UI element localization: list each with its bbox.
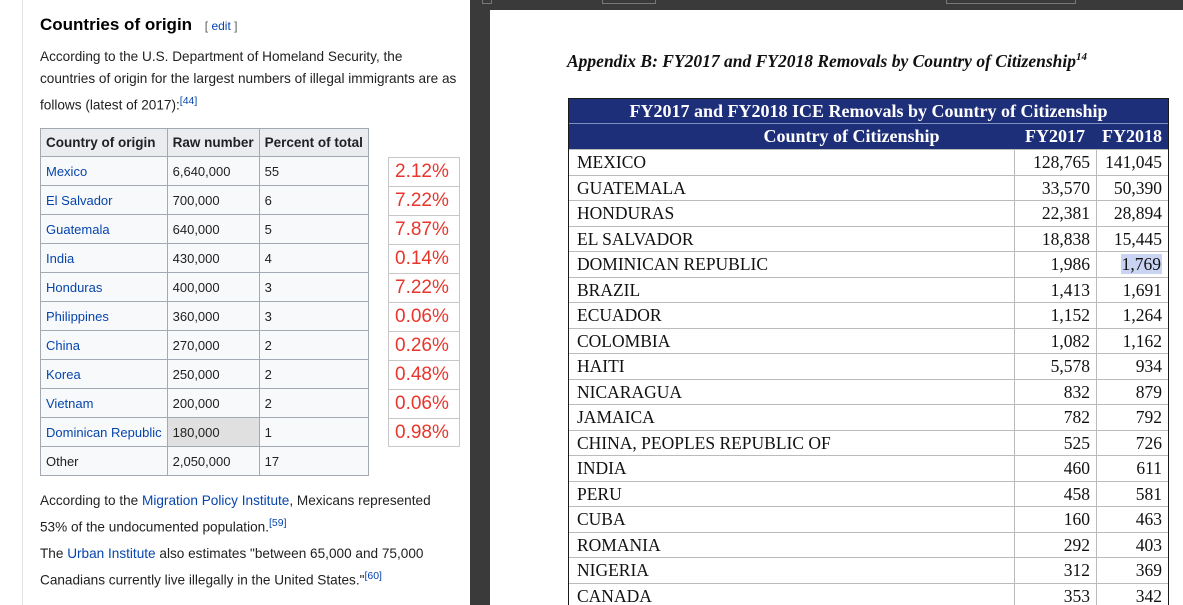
content-left-border <box>22 0 23 605</box>
country-cell: CANADA <box>577 585 652 605</box>
fy2018-cell: 28,894 <box>1096 201 1168 226</box>
table-row <box>569 532 1168 558</box>
red-percent-cell: 0.06% <box>388 302 460 331</box>
citation-44[interactable]: [44] <box>179 95 198 107</box>
table-row <box>41 360 369 389</box>
appendix-title: Appendix B: FY2017 and FY2018 Removals by Country of Citizenship$^{14}$ <box>567 51 1088 71</box>
fy2018-cell: 369 <box>1096 558 1168 583</box>
table-row <box>41 215 369 244</box>
urban-institute-paragraph: The Urban Institute also estimates "between 65,000 and 75,000 Canadians currently live illegally in the United States."[60] <box>40 546 424 588</box>
country-cell[interactable]: El Salvador <box>41 186 168 215</box>
country-cell: CHINA, PEOPLES REPUBLIC OF <box>577 432 831 453</box>
fy2018-cell: 463 <box>1096 507 1168 532</box>
country-cell: PERU <box>577 483 622 504</box>
edit-section: [ edit ] <box>204 19 238 33</box>
fy2017-cell: 22,381 <box>1014 201 1096 226</box>
percent-cell: 2 <box>259 389 368 418</box>
country-cell[interactable]: Vietnam <box>41 389 168 418</box>
table-row <box>569 226 1168 252</box>
table-title: FY2017 and FY2018 ICE Removals by Country of Citizenship <box>569 99 1168 124</box>
red-percent-cell: 0.48% <box>388 360 460 389</box>
wiki-article-pane <box>0 0 470 605</box>
fy2017-cell: 1,082 <box>1014 329 1096 354</box>
table-row <box>569 379 1168 405</box>
country-cell: DOMINICAN REPUBLIC <box>577 254 769 274</box>
table-row <box>569 455 1168 481</box>
table-row <box>41 273 369 302</box>
country-cell: EL SALVADOR <box>577 228 694 249</box>
fy2017-cell: 1,152 <box>1014 303 1096 328</box>
fy2018-cell: 403 <box>1096 533 1168 558</box>
table-row <box>569 302 1168 328</box>
migration-policy-link[interactable]: Migration Policy Institute <box>142 493 290 508</box>
country-cell: COLOMBIA <box>577 330 671 351</box>
fy2018-cell: 792 <box>1096 405 1168 430</box>
table-row <box>569 481 1168 507</box>
table-row <box>569 149 1168 175</box>
country-cell: GUATEMALA <box>577 177 686 198</box>
col-fy2018: FY2018 <box>1102 126 1162 146</box>
header-percent: Percent of total <box>259 129 368 157</box>
country-cell[interactable]: Honduras <box>41 273 168 302</box>
country-cell[interactable]: India <box>41 244 168 273</box>
table-row <box>569 328 1168 354</box>
table-row <box>569 404 1168 430</box>
raw-number-cell: 430,000 <box>167 244 259 273</box>
percent-cell: 1 <box>259 418 368 447</box>
fy2017-cell: 33,570 <box>1014 176 1096 201</box>
country-cell: INDIA <box>577 458 627 478</box>
percent-cell: 5 <box>259 215 368 244</box>
fy2018-cell: 15,445 <box>1096 227 1168 252</box>
country-cell: HONDURAS <box>577 203 675 223</box>
country-cell[interactable]: Korea <box>41 360 168 389</box>
table-row <box>41 157 369 186</box>
migration-paragraph: According to the Migration Policy Institute, Mexicans represented 53% of the undocumented population.[59] <box>40 493 431 535</box>
red-percent-cell: 7.87% <box>388 215 460 244</box>
country-cell: Other <box>41 447 168 476</box>
table-row <box>569 175 1168 201</box>
citation-59[interactable]: [59] <box>269 517 287 529</box>
red-percent-cell: 0.26% <box>388 331 460 360</box>
country-cell: ECUADOR <box>577 305 662 325</box>
table-row <box>41 331 369 360</box>
red-percent-cell: 0.98% <box>388 418 460 447</box>
fy2017-cell: 292 <box>1014 533 1096 558</box>
viewer-toolbar-strip <box>470 0 1183 10</box>
table-header <box>569 99 1168 149</box>
raw-number-cell: 250,000 <box>167 360 259 389</box>
raw-number-cell: 700,000 <box>167 186 259 215</box>
pdf-viewer <box>470 0 1183 605</box>
country-cell: NIGERIA <box>577 560 649 580</box>
col-fy2017: FY2017 <box>1025 126 1085 146</box>
toolbar-control[interactable] <box>482 0 492 4</box>
country-cell: JAMAICA <box>577 407 655 427</box>
raw-number-cell: 200,000 <box>167 389 259 418</box>
table-row <box>569 557 1168 583</box>
country-cell[interactable]: Guatemala <box>41 215 168 244</box>
red-percent-annotations <box>388 157 460 447</box>
percent-cell: 2 <box>259 331 368 360</box>
percent-cell: 6 <box>259 186 368 215</box>
table-row <box>569 506 1168 532</box>
table-row <box>41 447 369 476</box>
percent-cell: 4 <box>259 244 368 273</box>
fy2018-cell: 141,045 <box>1096 150 1168 175</box>
page-number-field[interactable] <box>602 0 656 4</box>
raw-number-cell: 270,000 <box>167 331 259 360</box>
fy2017-cell: 353 <box>1014 584 1096 605</box>
percent-cell: 55 <box>259 157 368 186</box>
search-field[interactable] <box>946 0 1076 4</box>
selected-text: 1,769 <box>1121 254 1161 274</box>
raw-number-cell: 6,640,000 <box>167 157 259 186</box>
fy2017-cell: 160 <box>1014 507 1096 532</box>
section-heading <box>40 15 237 35</box>
percent-cell: 3 <box>259 302 368 331</box>
fy2017-cell: 832 <box>1014 380 1096 405</box>
country-cell: BRAZIL <box>577 279 641 300</box>
red-percent-cell: 0.14% <box>388 244 460 273</box>
fy2018-cell: 611 <box>1096 456 1168 481</box>
country-cell: HAITI <box>577 356 625 376</box>
country-cell[interactable]: Philippines <box>41 302 168 331</box>
countries-of-origin-table <box>40 128 369 476</box>
fy2017-cell: 1,413 <box>1014 278 1096 303</box>
fy2017-cell: 18,838 <box>1014 227 1096 252</box>
fy2018-cell: 50,390 <box>1096 176 1168 201</box>
fy2018-cell <box>1096 252 1168 277</box>
table-row <box>569 430 1168 456</box>
fy2018-cell: 1,162 <box>1096 329 1168 354</box>
country-cell: CUBA <box>577 509 626 529</box>
percent-cell: 2 <box>259 360 368 389</box>
country-cell: NICARAGUA <box>577 381 682 402</box>
country-cell[interactable]: Dominican Republic <box>41 418 168 447</box>
fy2017-cell: 458 <box>1014 482 1096 507</box>
section-heading-text: Countries of origin <box>40 15 193 34</box>
raw-number-cell: 180,000 <box>167 418 259 447</box>
raw-number-cell: 640,000 <box>167 215 259 244</box>
table-row <box>569 353 1168 379</box>
percent-cell: 17 <box>259 447 368 476</box>
red-percent-cell: 7.22% <box>388 273 460 302</box>
table-row <box>569 251 1168 277</box>
table-row <box>41 389 369 418</box>
edit-link[interactable]: edit <box>211 19 231 33</box>
country-cell[interactable]: Mexico <box>41 157 168 186</box>
fy2017-cell: 1,986 <box>1014 252 1096 277</box>
footnote-ref: 14 <box>1076 51 1088 64</box>
fy2018-cell: 879 <box>1096 380 1168 405</box>
fy2018-cell: 934 <box>1096 354 1168 379</box>
fy2017-cell: 128,765 <box>1014 150 1096 175</box>
red-percent-cell: 2.12% <box>388 157 460 186</box>
country-cell: ROMANIA <box>577 534 661 555</box>
fy2018-cell: 581 <box>1096 482 1168 507</box>
fy2018-cell: 1,691 <box>1096 278 1168 303</box>
country-cell: MEXICO <box>577 152 647 172</box>
percent-cell: 3 <box>259 273 368 302</box>
table-row <box>41 418 369 447</box>
header-country: Country of origin <box>41 129 168 157</box>
col-country: Country of Citizenship <box>763 126 940 146</box>
fy2017-cell: 312 <box>1014 558 1096 583</box>
fy2018-cell: 726 <box>1096 431 1168 456</box>
red-percent-cell: 0.06% <box>388 389 460 418</box>
pdf-page <box>490 10 1183 605</box>
fy2017-cell: 782 <box>1014 405 1096 430</box>
fy2018-cell: 1,264 <box>1096 303 1168 328</box>
ice-removals-table <box>568 98 1169 605</box>
table-row <box>41 186 369 215</box>
country-cell[interactable]: China <box>41 331 168 360</box>
table-header-row <box>41 129 369 157</box>
fy2017-cell: 460 <box>1014 456 1096 481</box>
fy2018-cell: 342 <box>1096 584 1168 605</box>
table-row <box>41 302 369 331</box>
fy2017-cell: 525 <box>1014 431 1096 456</box>
intro-paragraph: According to the U.S. Department of Homeland Security, the countries of origin for the largest numbers of illegal immigrants are as follows (latest of 2017):[44] <box>40 49 457 113</box>
red-percent-cell: 7.22% <box>388 186 460 215</box>
table-row <box>569 277 1168 303</box>
table-row <box>569 583 1168 605</box>
raw-number-cell: 400,000 <box>167 273 259 302</box>
fy2017-cell: 5,578 <box>1014 354 1096 379</box>
column-header-row <box>569 124 1168 149</box>
raw-number-cell: 360,000 <box>167 302 259 331</box>
raw-number-cell: 2,050,000 <box>167 447 259 476</box>
urban-institute-link[interactable]: Urban Institute <box>67 546 156 561</box>
table-row <box>569 200 1168 226</box>
table-row <box>41 244 369 273</box>
header-raw-number: Raw number <box>167 129 259 157</box>
citation-60[interactable]: [60] <box>364 570 382 582</box>
